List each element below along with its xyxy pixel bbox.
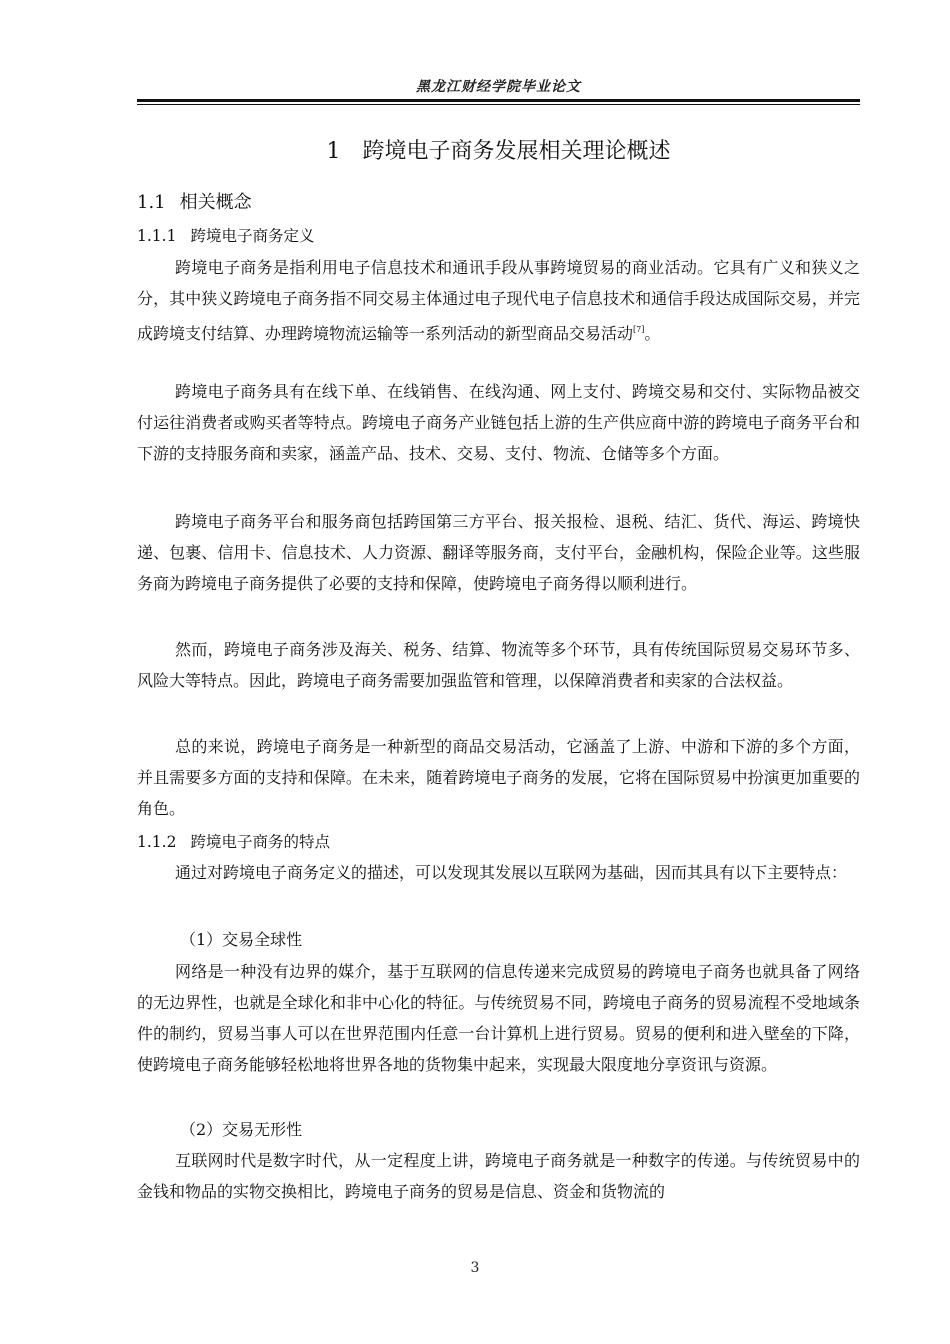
chapter-heading [137,134,860,165]
section-heading-1-1 [137,188,252,214]
subsection-title: 跨境电子商务的特点 [190,833,330,851]
paragraph-text: 跨境电子商务是指利用电子信息技术和通讯手段从事跨境贸易的商业活动。它具有广义和狭义之分，其中狭义跨境电子商务指不同交易主体通过电子现代电子信息技术和通信手段达成国际交易，并完成跨境支付结算、办理跨境物流运输等一系列活动的新型商品交易活动 [137,258,860,343]
list-item-global: （1）交易全球性 [180,930,303,949]
paragraph-risks: 然而，跨境电子商务涉及海关、税务、结算、物流等多个环节，具有传统国际贸易交易环节多、风险大等特点。因此，跨境电子商务需要加强监管和管理，以保障消费者和卖家的合法权益。 [137,640,860,690]
subsection-heading-1-1-2 [137,830,330,852]
subsection-heading-1-1-1 [137,224,314,246]
list-item-intangible: （2）交易无形性 [180,1120,303,1139]
chapter-number: 1 [326,139,341,164]
page-number: 3 [470,1260,480,1276]
paragraph-characteristics-intro: 通过对跨境电子商务定义的描述，可以发现其发展以互联网为基础，因而其具有以下主要特点： [175,863,848,882]
paragraph-summary: 总的来说，跨境电子商务是一种新型的商品交易活动，它涵盖了上游、中游和下游的多个方面，并且需要多方面的支持和保障。在未来，随着跨境电子商务的发展，它将在国际贸易中扮演更加重要的角色。 [137,737,860,818]
paragraph-service-providers: 跨境电子商务平台和服务商包括跨国第三方平台、报关报检、退税、结汇、货代、海运、跨境快递、包裹、信用卡、信息技术、人力资源、翻译等服务商，支付平台，金融机构，保险企业等。这些服务商为跨境电子商务提供了必要的支持和保障，使跨境电子商务得以顺利进行。 [137,512,860,593]
header-rule-thick [137,99,860,102]
section-number: 1.1 [137,192,166,213]
subsection-number: 1.1.1 [137,227,177,245]
running-header: 黑龙江财经学院毕业论文 [416,79,581,95]
paragraph-intangible: 互联网时代是数字时代，从一定程度上讲，跨境电子商务就是一种数字的传递。与传统贸易中的金钱和物品的实物交换相比，跨境电子商务的贸易是信息、资金和货物流的 [137,1151,860,1201]
section-title: 相关概念 [179,192,252,213]
chapter-title: 跨境电子商务发展相关理论概述 [362,139,671,164]
paragraph-end: 。 [644,324,661,343]
subsection-number: 1.1.2 [137,833,177,851]
paragraph-definition [137,252,860,349]
citation-ref: [7] [633,325,645,334]
paragraph-global: 网络是一种没有边界的媒介，基于互联网的信息传递来完成贸易的跨境电子商务也就具备了网络的无边界性，也就是全球化和非中心化的特征。与传统贸易不同，跨境电子商务的贸易流程不受地域条件的制约，贸易当事人可以在世界范围内任意一台计算机上进行贸易。贸易的便利和进入壁垒的下降，使跨境电子商务能够轻松地将世界各地的货物集中起来，实现最大限度地分享资讯与资源。 [137,962,860,1074]
subsection-title: 跨境电子商务定义 [190,227,315,245]
paragraph-features: 跨境电子商务具有在线下单、在线销售、在线沟通、网上支付、跨境交易和交付、实际物品被交付运往消费者或购买者等特点。跨境电子商务产业链包括上游的生产供应商中游的跨境电子商务平台和下游的支持服务商和卖家，涵盖产品、技术、交易、支付、物流、仓储等多个方面。 [137,382,860,463]
header-rule-thin [137,104,860,105]
